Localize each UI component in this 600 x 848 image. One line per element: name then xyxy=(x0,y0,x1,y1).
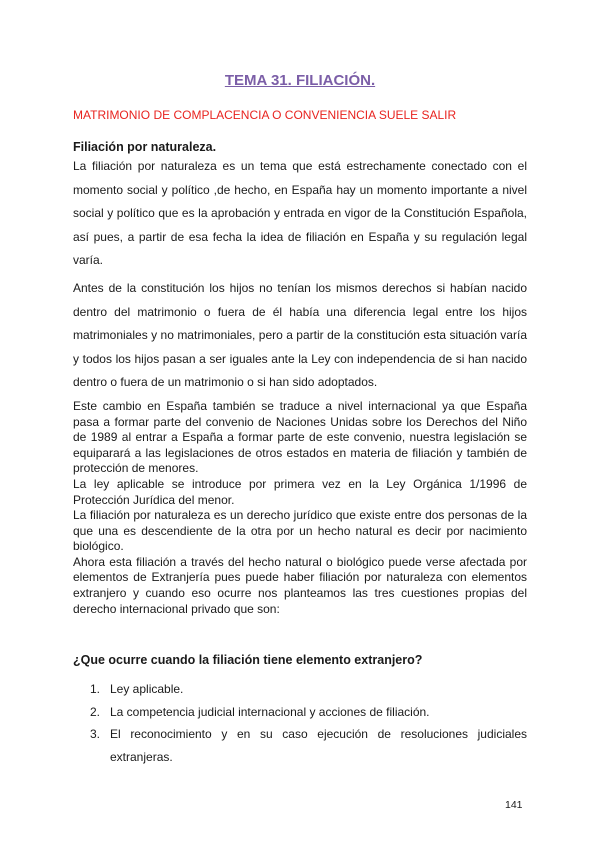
paragraph: La filiación por naturaleza es un derecho jurídico que existe entre dos personas de la que una es descendiente de la otra por un hecho natural es decir por nacimiento biológico. xyxy=(73,508,527,554)
list-number: 3. xyxy=(90,727,101,742)
section-heading: Filiación por naturaleza. xyxy=(73,140,217,154)
paragraph: Antes de la constitución los hijos no tenían los mismos derechos si habían nacido dentro del matrimonio o fuera de él había una diferencia legal entre los hijos matrimoniales y no matrimoniales, pero a partir de la constitución esta situación varía y todos los hijos pasan a ser iguales ante la Ley con independencia de si han nacido dentro o fuera de un matrimonio o si han sido adoptados. xyxy=(73,280,527,390)
list-number: 1. xyxy=(90,682,101,697)
paragraph: La filiación por naturaleza es un tema que está estrechamente conectado con el momento social y político ,de hecho, en España hay un momento importante a nivel social y político que es la aprobación y entrada en vigor de la Constitución Española, así pues, a partir de esa fecha la idea de filiación en España y su regulación legal varía. xyxy=(73,159,527,268)
list-item-text: Ley aplicable. xyxy=(110,682,184,697)
numbered-list xyxy=(73,678,527,768)
list-item xyxy=(73,723,527,768)
list-item xyxy=(73,678,527,701)
list-item xyxy=(73,701,527,724)
list-number: 2. xyxy=(90,704,101,719)
list-item-text: La competencia judicial internacional y acciones de filiación. xyxy=(110,704,430,719)
paragraph: Ahora esta filiación a través del hecho natural o biológico puede verse afectada por elementos de Extranjería pues puede haber filiación por naturaleza con elementos extranjero y cuando eso ocurre nos planteamos las tres cuestiones propias del derecho internacional privado que son: xyxy=(73,554,527,616)
document-title: TEMA 31. FILIACIÓN. xyxy=(224,72,376,89)
question-heading: ¿Que ocurre cuando la filiación tiene elemento extranjero? xyxy=(73,653,423,668)
list-item-text: El reconocimiento y en su caso ejecución de resoluciones judiciales extranjeras. xyxy=(110,727,527,765)
paragraph: La ley aplicable se introduce por primera vez en la Ley Orgánica 1/1996 de Protección Jurídica del menor. xyxy=(73,476,527,507)
document-body xyxy=(73,140,527,769)
paragraph: Este cambio en España también se traduce a nivel internacional ya que España pasa a formar parte del convenio de Naciones Unidas sobre los Derechos del Niño de 1989 al entrar a España a formar parte de este convenio, nuestra legislación se equiparará a las legislaciones de otros estados en materia de filiación y también de protección de menores. xyxy=(73,398,527,476)
page-number: 141 xyxy=(505,799,523,811)
red-subheading: MATRIMONIO DE COMPLACENCIA O CONVENIENCIA SUELE SALIR xyxy=(73,108,457,122)
